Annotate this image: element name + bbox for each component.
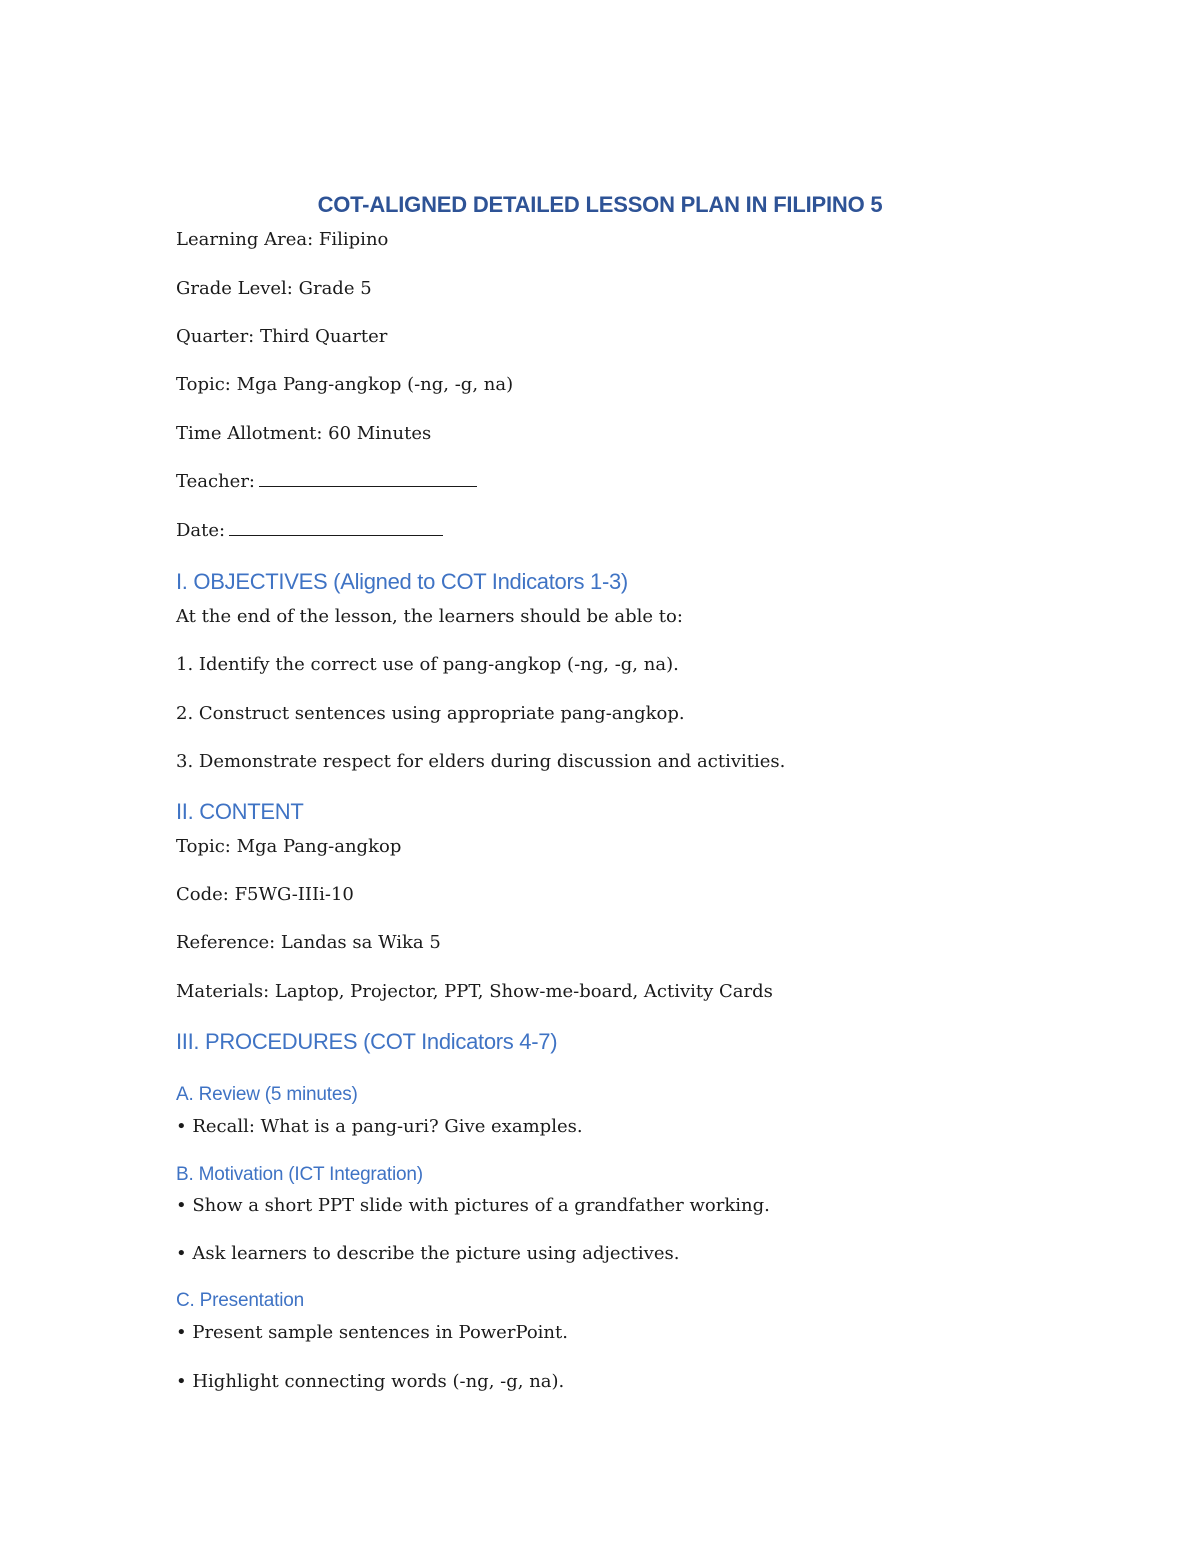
review-item: • Recall: What is a pang-uri? Give examples.: [176, 1116, 583, 1137]
quarter-line: Quarter: Third Quarter: [176, 326, 388, 347]
teacher-line: [176, 471, 477, 492]
time-allotment-line: Time Allotment: 60 Minutes: [176, 423, 432, 444]
motivation-item: • Show a short PPT slide with pictures of a grandfather working.: [176, 1195, 770, 1216]
presentation-item: • Highlight connecting words (-ng, -g, na).: [176, 1371, 565, 1392]
procedures-heading: III. PROCEDURES (COT Indicators 4-7): [176, 1029, 558, 1054]
content-heading: II. CONTENT: [176, 799, 304, 824]
grade-level-line: Grade Level: Grade 5: [176, 278, 372, 299]
document-title: COT-ALIGNED DETAILED LESSON PLAN IN FILIPINO 5: [317, 192, 883, 217]
motivation-heading: B. Motivation (ICT Integration): [176, 1164, 423, 1185]
topic-line: Topic: Mga Pang-angkop (-ng, -g, na): [176, 374, 514, 395]
objective-item: 1. Identify the correct use of pang-angkop (-ng, -g, na).: [176, 654, 679, 675]
objectives-heading: I. OBJECTIVES (Aligned to COT Indicators 1-3): [176, 569, 628, 594]
content-reference-line: Reference: Landas sa Wika 5: [176, 932, 441, 953]
date-line: [176, 520, 443, 541]
review-heading: A. Review (5 minutes): [176, 1084, 358, 1105]
date-blank: [229, 521, 443, 536]
content-materials-line: Materials: Laptop, Projector, PPT, Show-me-board, Activity Cards: [176, 981, 773, 1002]
motivation-item: • Ask learners to describe the picture using adjectives.: [176, 1243, 680, 1264]
objectives-intro: At the end of the lesson, the learners should be able to:: [176, 606, 683, 627]
presentation-heading: C. Presentation: [176, 1290, 304, 1311]
learning-area-line: Learning Area: Filipino: [176, 229, 389, 250]
content-topic-line: Topic: Mga Pang-angkop: [176, 836, 402, 857]
content-code-line: Code: F5WG-IIIi-10: [176, 884, 354, 905]
date-label: Date:: [176, 520, 226, 541]
teacher-blank: [259, 472, 477, 487]
teacher-label: Teacher:: [176, 471, 255, 492]
objective-item: 3. Demonstrate respect for elders during discussion and activities.: [176, 751, 786, 772]
objective-item: 2. Construct sentences using appropriate pang-angkop.: [176, 703, 685, 724]
presentation-item: • Present sample sentences in PowerPoint.: [176, 1322, 568, 1343]
